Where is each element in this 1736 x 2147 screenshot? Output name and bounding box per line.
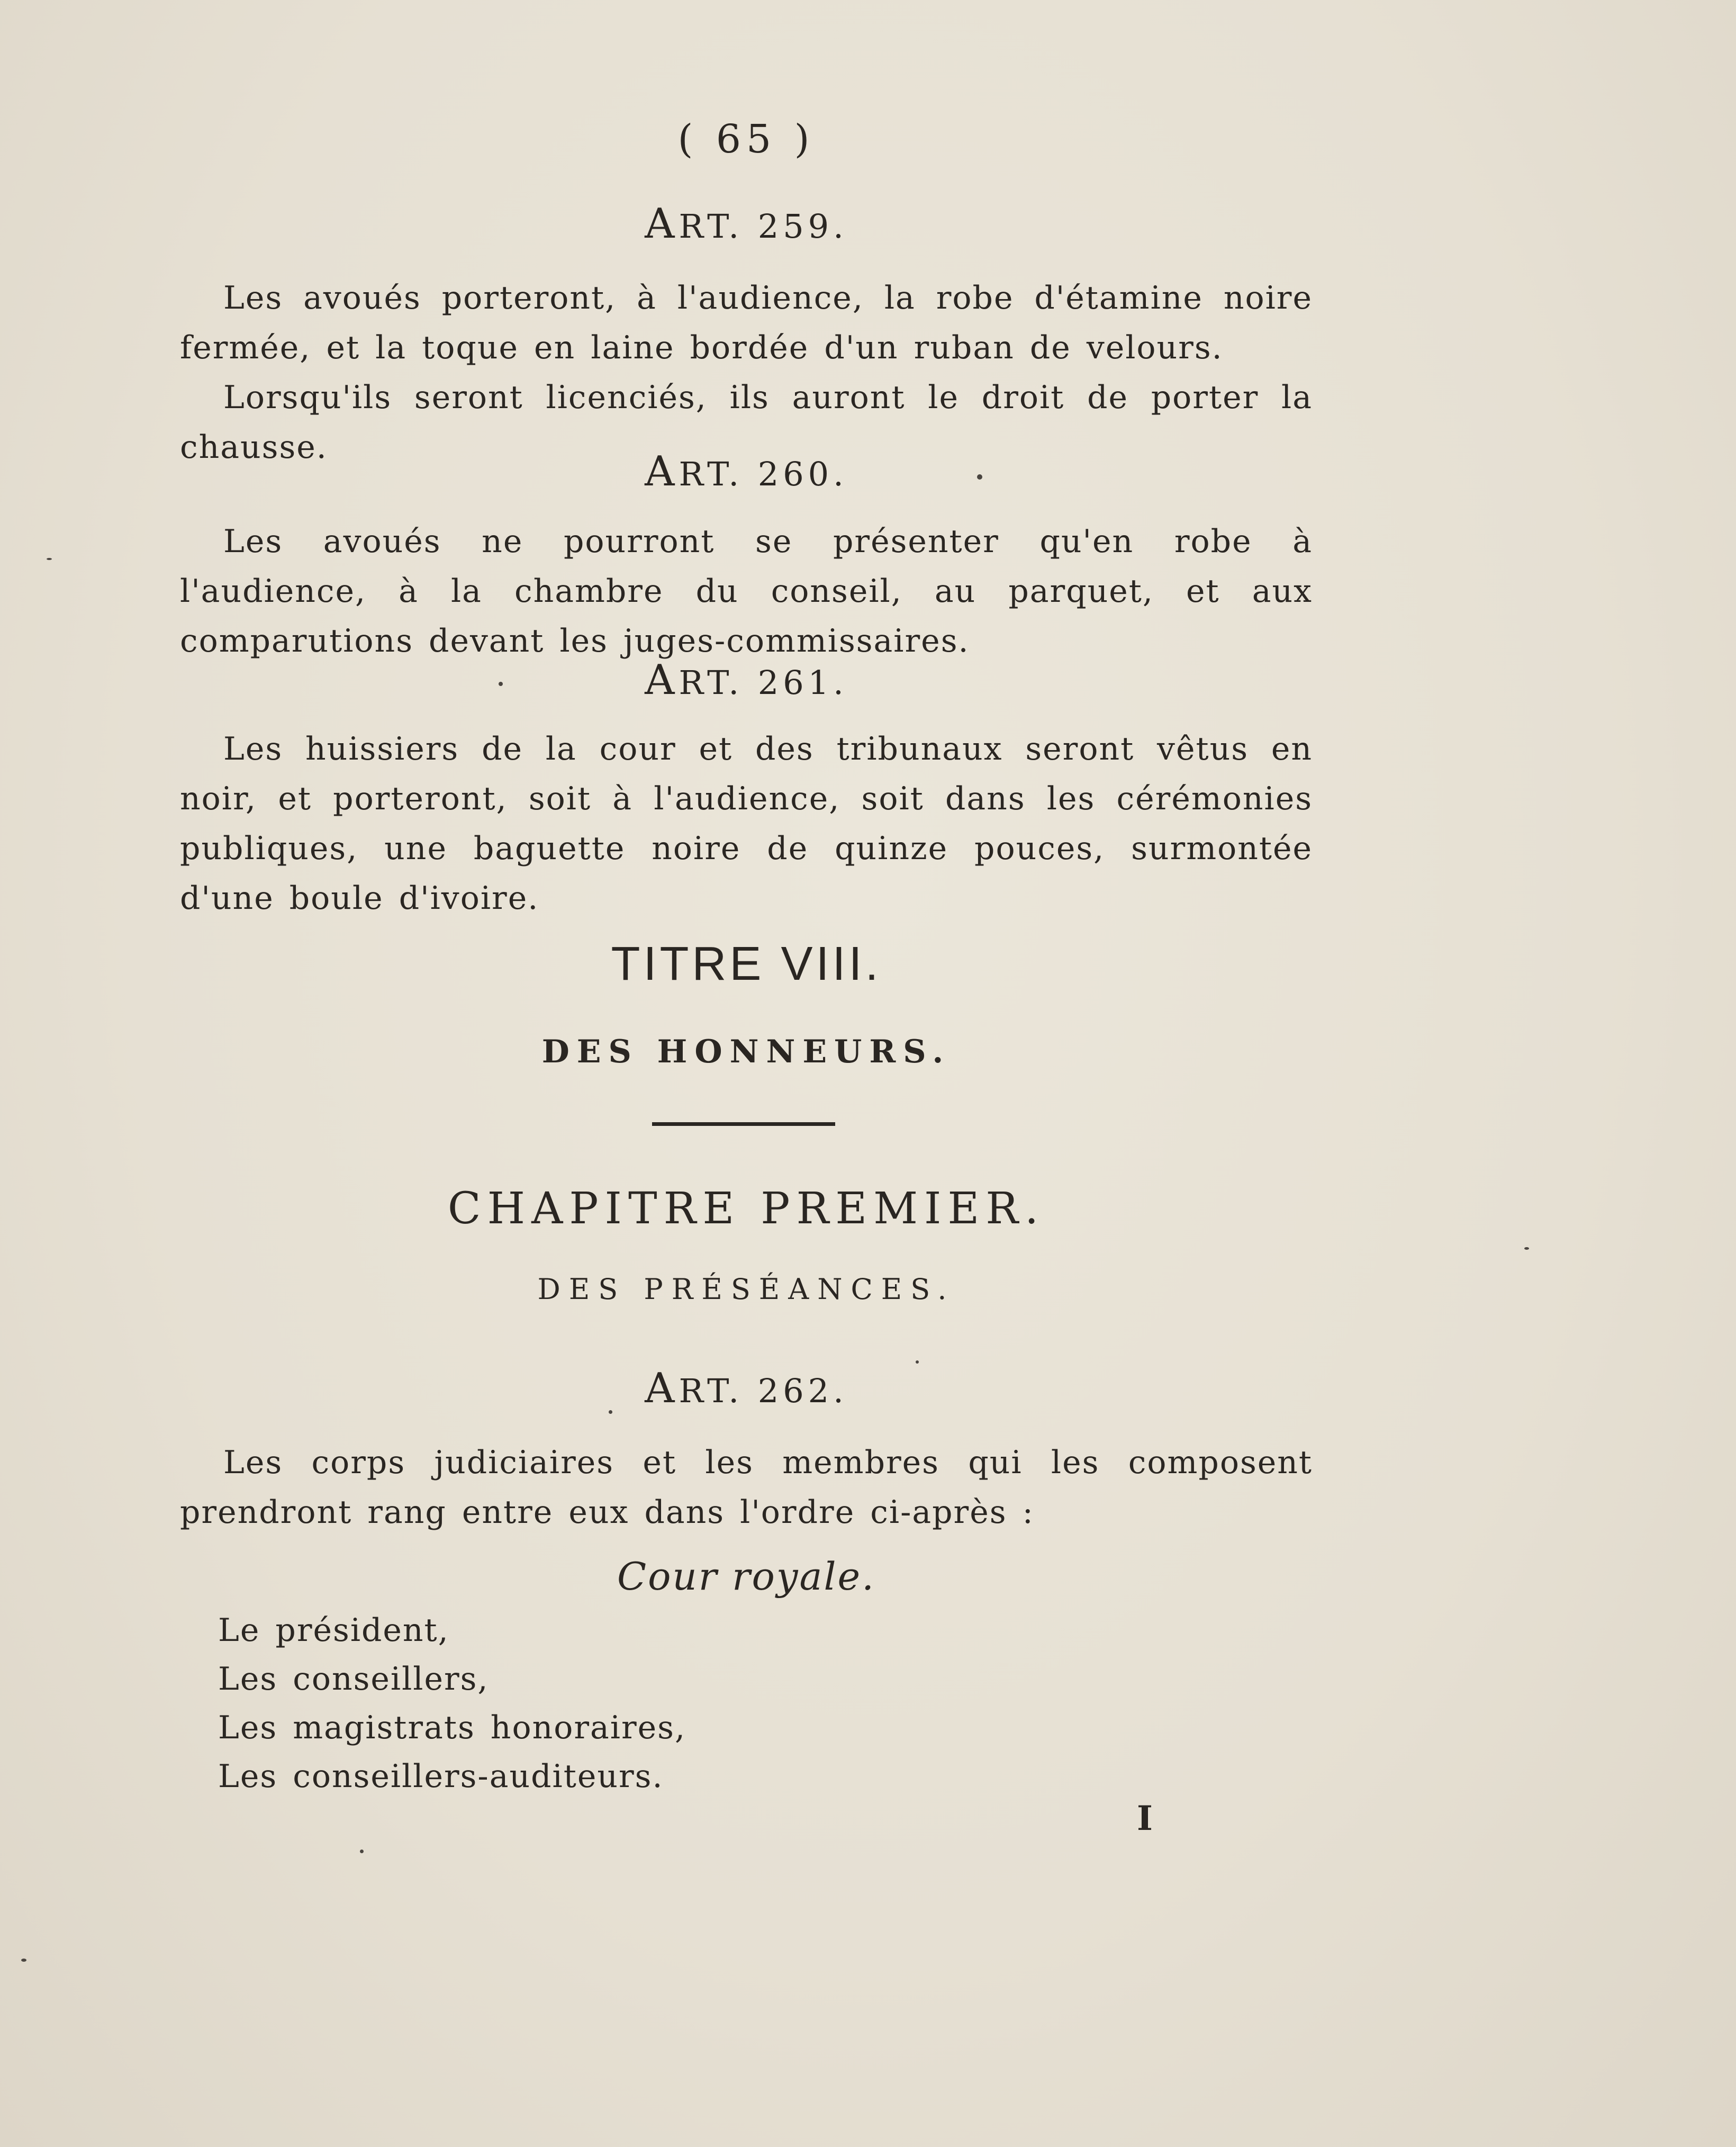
article-heading-initial: A — [645, 448, 679, 495]
chapitre-subtitle: DES PRÉSÉANCES. — [537, 1273, 955, 1306]
paper-speck — [609, 1410, 612, 1414]
article-260-paragraph-1: Les avoués ne pourront se présenter qu'en robe à l'audience, à la chambre du conseil, au parquet, et aux comparutions devant les juges-commissaires. — [180, 523, 1313, 660]
article-259-paragraph-2: Lorsqu'ils seront licenciés, ils auront le droit de porter la chausse. — [180, 379, 1313, 466]
list-item: Les conseillers-auditeurs. — [218, 1758, 664, 1795]
paper-speck — [499, 682, 503, 686]
paper-speck — [21, 1959, 26, 1962]
article-259-paragraph-1: Les avoués porteront, à l'audience, la robe d'étamine noire fermée, et la toque en laine bordée d'un ruban de velours. — [180, 279, 1313, 366]
article-heading-text: RT. 260. — [679, 455, 848, 493]
list-item: Les magistrats honoraires, — [218, 1709, 686, 1746]
paper-speck — [916, 1360, 919, 1364]
article-heading-259 — [180, 200, 1313, 248]
article-262-paragraph-1: Les corps judiciaires et les membres qui les composent prendront rang entre eux dans l'ordre ci-après : — [180, 1444, 1313, 1531]
court-members-list — [218, 1606, 686, 1801]
titre-subtitle: DES HONNEURS. — [541, 1033, 951, 1070]
article-260-body — [180, 517, 1313, 666]
article-262-body — [180, 1438, 1313, 1537]
paper-speck — [47, 558, 52, 560]
article-heading-260 — [180, 448, 1313, 495]
article-heading-text: RT. 261. — [679, 663, 848, 702]
paper-speck — [360, 1850, 364, 1853]
list-item: Les conseillers, — [218, 1661, 489, 1698]
article-heading-262 — [180, 1365, 1313, 1412]
article-heading-text: RT. 262. — [679, 1372, 848, 1410]
section-divider-rule — [652, 1122, 835, 1126]
article-heading-261 — [180, 656, 1313, 704]
titre-heading: TITRE VIII. — [611, 937, 882, 990]
court-name: Cour royale. — [617, 1554, 875, 1599]
article-heading-text: RT. 259. — [679, 207, 848, 246]
page-number: ( 65 ) — [677, 116, 815, 162]
article-261-body — [180, 724, 1313, 923]
signature-mark: I — [1137, 1799, 1153, 1838]
article-heading-initial: A — [645, 200, 679, 248]
list-item: Le président, — [218, 1612, 449, 1649]
article-261-paragraph-1: Les huissiers de la cour et des tribunaux seront vêtus en noir, et porteront, soit à l'audience, soit dans les cérémonies publiques, une baguette noire de quinze pouces, surmontée d'une boule d'ivoire. — [180, 730, 1313, 917]
article-heading-initial: A — [645, 1365, 679, 1412]
article-259-body — [180, 273, 1313, 472]
article-heading-initial: A — [645, 656, 679, 704]
paper-speck — [977, 474, 982, 480]
chapitre-heading: CHAPITRE PREMIER. — [447, 1184, 1045, 1234]
paper-speck — [1524, 1247, 1529, 1250]
